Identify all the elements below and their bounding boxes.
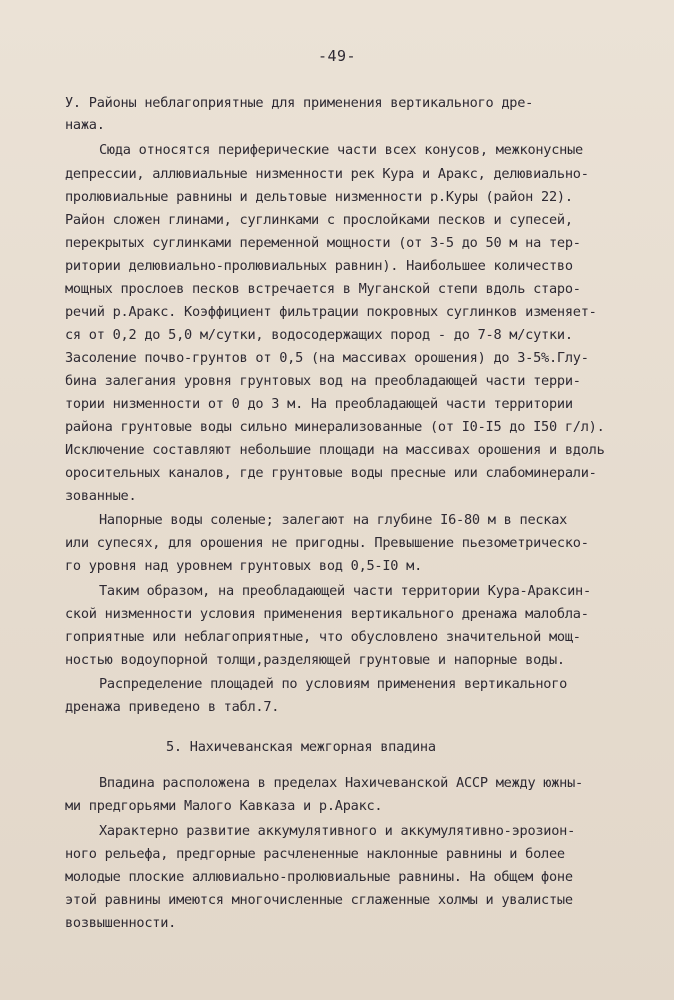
text-line: Засоление почво-грунтов от 0,5 (на массивах орошения) до 3-5%.Глу-: [65, 350, 589, 366]
text-line: Сюда относятся периферические части всех конусов, межконусные: [99, 142, 583, 158]
text-line: оросительных каналов, где грунтовые воды пресные или слабоминерали-: [65, 465, 597, 481]
text-line: гоприятные или неблагоприятные, что обусловлено значительной мощ-: [65, 629, 581, 645]
section-heading: 5. Нахичеванская межгорная впадина: [166, 739, 436, 755]
text-line: ся от 0,2 до 5,0 м/сутки, водосодержащих пород - до 7-8 м/сутки.: [65, 327, 573, 343]
text-line: пролювиальные равнины и дельтовые низменности р.Куры (район 22).: [65, 189, 573, 205]
text-line: этой равнины имеются многочисленные сглаженные холмы и увалистые: [65, 892, 573, 908]
text-line: или супесях, для орошения не пригодны. Превышение пьезометрическо-: [65, 535, 589, 551]
text-line: района грунтовые воды сильно минерализованные (от I0-I5 до I50 г/л).: [65, 419, 605, 435]
text-line: речий р.Аракс. Коэффициент фильтрации покровных суглинков изменяет-: [65, 304, 597, 320]
text-line: зованные.: [65, 488, 137, 504]
text-line: перекрытых суглинками переменной мощности (от 3-5 до 50 м на тер-: [65, 235, 581, 251]
text-line: Распределение площадей по условиям применения вертикального: [99, 676, 568, 692]
text-line: го уровня над уровнем грунтовых вод 0,5-I0 м.: [65, 558, 423, 574]
text-line: Впадина расположена в пределах Нахичеванской АССР между южны-: [99, 775, 583, 791]
text-line: мощных прослоев песков встречается в Муганской степи вдоль старо-: [65, 281, 581, 297]
text-line: ностью водоупорной толщи,разделяющей грунтовые и напорные воды.: [65, 652, 565, 668]
text-line: ми предгорьями Малого Кавказа и р.Аракс.: [65, 798, 383, 814]
text-line: молодые плоские аллювиально-пролювиальные равнины. На общем фоне: [65, 869, 573, 885]
text-line: дренажа приведено в табл.7.: [65, 699, 280, 715]
text-line: тории низменности от 0 до 3 м. На преобладающей части территории: [65, 396, 573, 412]
text-line: ритории делювиально-пролювиальных равнин). Наибольшее количество: [65, 258, 573, 274]
text-line: Исключение составляют небольшие площади на массивах орошения и вдоль: [65, 442, 605, 458]
text-line: Таким образом, на преобладающей части территории Кура-Араксин-: [99, 583, 591, 599]
text-line: У. Районы неблагоприятные для применения вертикального дре-: [65, 95, 534, 111]
text-line: Район сложен глинами, суглинками с прослойками песков и супесей,: [65, 212, 573, 228]
text-line: Напорные воды соленые; залегают на глубине I6-80 м в песках: [99, 512, 568, 528]
text-line: депрессии, аллювиальные низменности рек Кура и Аракс, делювиально-: [65, 166, 589, 182]
text-line: возвышенности.: [65, 915, 177, 931]
text-line: ской низменности условия применения вертикального дренажа малобла-: [65, 606, 589, 622]
text-line: нажа.: [65, 117, 105, 133]
text-line: ного рельефа, предгорные расчлененные наклонные равнины и более: [65, 846, 565, 862]
page-number: -49-: [317, 47, 357, 65]
text-line: Характерно развитие аккумулятивного и аккумулятивно-эрозион-: [99, 823, 576, 839]
text-line: бина залегания уровня грунтовых вод на преобладающей части терри-: [65, 373, 581, 389]
